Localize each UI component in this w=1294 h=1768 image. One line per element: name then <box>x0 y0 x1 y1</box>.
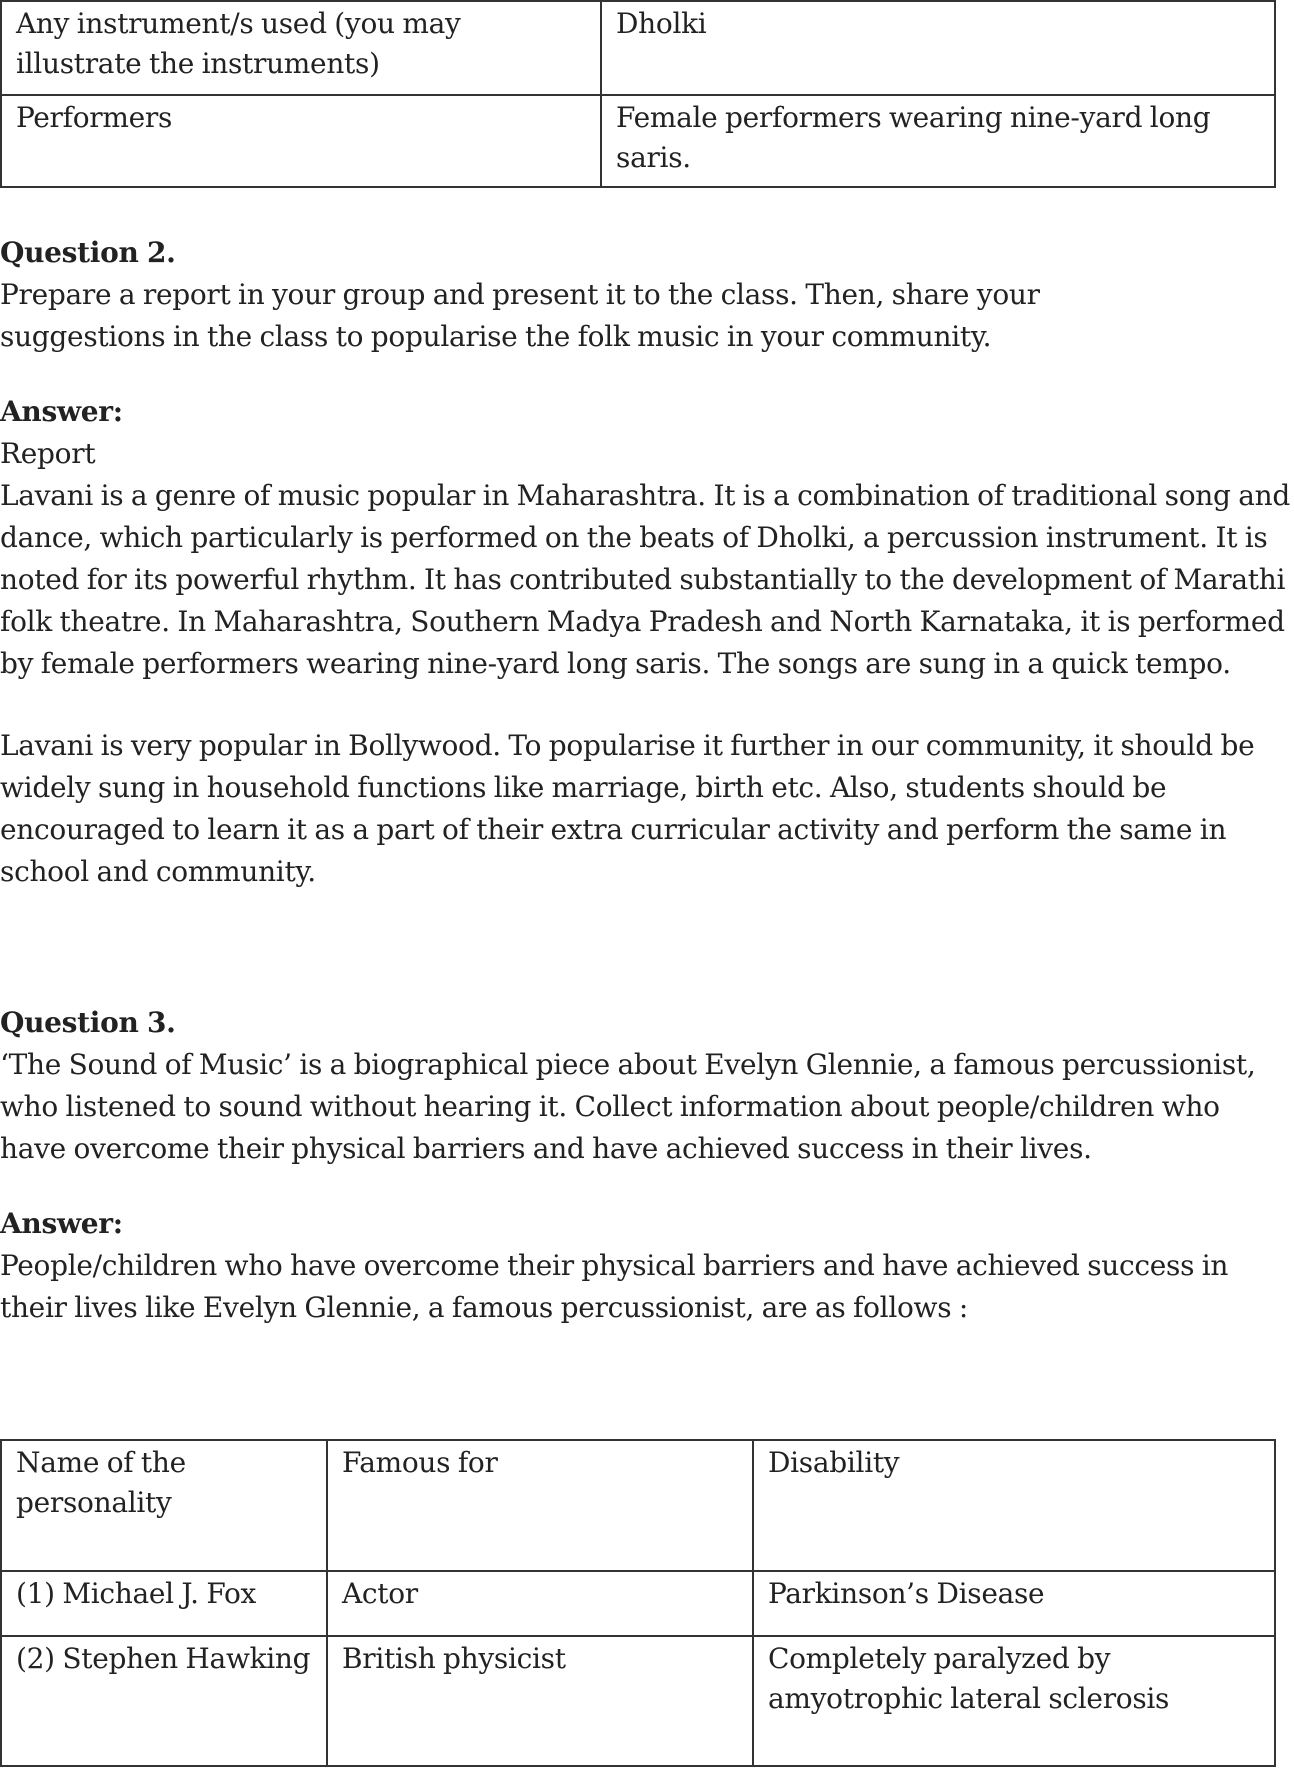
table-header-cell: Disability <box>753 1440 1275 1571</box>
personalities-table <box>0 1439 1276 1767</box>
table-row <box>1 1571 1275 1636</box>
question-heading: Question 2. <box>0 236 176 269</box>
question-prompt: Prepare a report in your group and present it to the class. Then, share your suggestions in the class to popularise the folk music in your community. <box>0 278 1040 353</box>
table-cell: Actor <box>327 1571 753 1636</box>
table-row <box>1 1 1275 95</box>
answer-paragraph: Lavani is very popular in Bollywood. To popularise it further in our community, it should be widely sung in household functions like marriage, birth etc. Also, students should be encouraged to learn it as a part of their extra curricular activity and perform the same in school and community. <box>0 729 1255 888</box>
instrument-performers-table <box>0 0 1276 188</box>
table-cell: (2) Stephen Hawking <box>1 1636 327 1766</box>
table-cell: Parkinson’s Disease <box>753 1571 1275 1636</box>
question-heading: Question 3. <box>0 1006 176 1039</box>
answer-label: Answer: <box>0 395 123 428</box>
table-header-cell: Famous for <box>327 1440 753 1571</box>
table-cell-value: Dholki <box>601 1 1275 95</box>
table-row <box>1 1636 1275 1766</box>
table-cell: (1) Michael J. Fox <box>1 1571 327 1636</box>
table-cell-label: Any instrument/s used (you may illustrate the instruments) <box>1 1 601 95</box>
answer-intro: People/children who have overcome their physical barriers and have achieved success in their lives like Evelyn Glennie, a famous percussionist, are as follows : <box>0 1249 1229 1324</box>
answer-label: Answer: <box>0 1207 123 1240</box>
table-cell-label: Performers <box>1 95 601 187</box>
table-cell-value: Female performers wearing nine-yard long saris. <box>601 95 1275 187</box>
question-prompt: ‘The Sound of Music’ is a biographical piece about Evelyn Glennie, a famous percussionist, who listened to sound without hearing it. Collect information about people/children who have overcome their physical barriers and have achieved success in their lives. <box>0 1048 1256 1165</box>
table-header-cell: Name of the personality <box>1 1440 327 1571</box>
answer-paragraph: Lavani is a genre of music popular in Maharashtra. It is a combination of traditional song and dance, which particularly is performed on the beats of Dholki, a percussion instrument. It is noted for its powerful rhythm. It has contributed substantially to the development of Marathi folk theatre. In Maharashtra, Southern Madya Pradesh and North Karnataka, it is performed by female performers wearing nine-yard long saris. The songs are sung in a quick tempo. <box>0 479 1290 680</box>
question-2-section <box>0 232 1294 893</box>
table-cell: British physicist <box>327 1636 753 1766</box>
report-title: Report <box>0 437 96 470</box>
question-3-section <box>0 1002 1294 1329</box>
table-cell: Completely paralyzed by amyotrophic lateral sclerosis <box>753 1636 1275 1766</box>
table-row <box>1 95 1275 187</box>
table-header-row <box>1 1440 1275 1571</box>
